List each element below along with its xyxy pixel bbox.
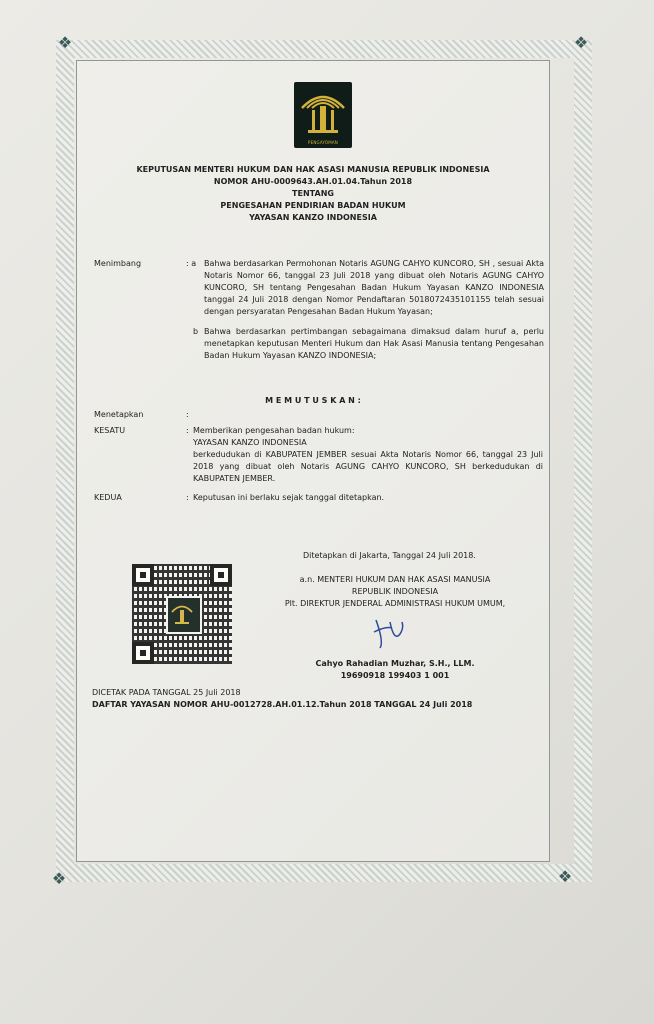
signatory-on-behalf: a.n. MENTERI HUKUM DAN HAK ASASI MANUSIA bbox=[299, 575, 491, 584]
menimbang-point-b: Bahwa berdasarkan pertimbangan sebagaimana dimaksud dalam huruf a, perlu menetapkan keputusan Menteri Hukum dan Hak Asasi Manusia tentang Pengesahan Badan Hukum Yayasan KANZO INDONESIA; bbox=[204, 327, 544, 360]
qr-logo-icon bbox=[166, 596, 202, 634]
memutuskan-heading: M E M U T U S K A N : bbox=[265, 396, 361, 405]
kesatu-text: berkedudukan di KABUPATEN JEMBER sesuai Akta Notaris Nomor 66, tanggal 23 Juli 2018 yang dibuat oleh Notaris AGUNG CAHYO KUNCORO, SH berkedudukan di KABUPATEN JEMBER. bbox=[193, 450, 543, 483]
banyan-tree-icon bbox=[294, 82, 352, 138]
decree-foundation-name: YAYASAN KANZO INDONESIA bbox=[249, 213, 377, 222]
kedua-separator: : bbox=[186, 493, 189, 502]
menetapkan-label: Menetapkan bbox=[94, 410, 144, 419]
menimbang-label: Menimbang bbox=[94, 259, 142, 268]
menimbang-point-a: Bahwa berdasarkan Permohonan Notaris AGUNG CAHYO KUNCORO, SH , sesuai Akta Notaris Nomor 66, tanggal 23 Juli 2018 yang dibuat oleh Notaris AGUNG CAHYO KUNCORO, SH tentang Pengesahan Badan Hukum Yayasan KANZO INDONESIA tanggal 24 Juli 2018 dengan Nomor Pendaftaran 5018072435101155 telah sesuai dengan persyaratan Pengesahan Badan Hukum Yayasan; bbox=[204, 259, 544, 316]
qr-code bbox=[132, 564, 232, 664]
signatory-nip: 19690918 199403 1 001 bbox=[340, 671, 450, 680]
signatory-position: Plt. DIREKTUR JENDERAL ADMINISTRASI HUKUM UMUM, bbox=[284, 599, 506, 608]
signatory-country: REPUBLIK INDONESIA bbox=[351, 587, 439, 596]
corner-ornament-icon: ❖ bbox=[557, 867, 573, 886]
kedua-label: KEDUA bbox=[94, 493, 122, 502]
menimbang-marker-b: b bbox=[193, 327, 199, 336]
decree-subject: PENGESAHAN PENDIRIAN BADAN HUKUM bbox=[220, 201, 406, 210]
qr-finder bbox=[210, 564, 232, 586]
registry-number: DAFTAR YAYASAN NOMOR AHU-0012728.AH.01.12.Tahun 2018 TANGGAL 24 Juli 2018 bbox=[92, 700, 473, 709]
menetapkan-separator: : bbox=[186, 410, 189, 419]
signature-icon bbox=[370, 612, 410, 652]
decree-title: KEPUTUSAN MENTERI HUKUM DAN HAK ASASI MANUSIA REPUBLIK INDONESIA bbox=[136, 165, 490, 174]
printed-date: DICETAK PADA TANGGAL 25 Juli 2018 bbox=[92, 688, 241, 697]
qr-finder bbox=[132, 564, 154, 586]
kesatu-line2: YAYASAN KANZO INDONESIA bbox=[193, 438, 307, 447]
pengayoman-logo bbox=[294, 82, 352, 148]
signatory-name: Cahyo Rahadian Muzhar, S.H., LLM. bbox=[315, 659, 475, 668]
kesatu-separator: : bbox=[186, 426, 189, 435]
qr-finder bbox=[132, 642, 154, 664]
menimbang-marker-a: : a bbox=[186, 259, 197, 268]
kesatu-label: KESATU bbox=[94, 426, 126, 435]
corner-ornament-icon: ❖ bbox=[573, 33, 589, 52]
issued-date: Ditetapkan di Jakarta, Tanggal 24 Juli 2018. bbox=[303, 551, 476, 560]
decree-tentang: TENTANG bbox=[292, 189, 334, 198]
corner-ornament-icon: ❖ bbox=[57, 33, 73, 52]
corner-ornament-icon: ❖ bbox=[51, 869, 67, 888]
kedua-text: Keputusan ini berlaku sejak tanggal ditetapkan. bbox=[193, 493, 385, 502]
kesatu-line1: Memberikan pengesahan badan hukum: bbox=[193, 426, 355, 435]
logo-caption: PENGAYOMAN bbox=[307, 140, 338, 145]
decree-number: NOMOR AHU-0009643.AH.01.04.Tahun 2018 bbox=[213, 177, 413, 186]
